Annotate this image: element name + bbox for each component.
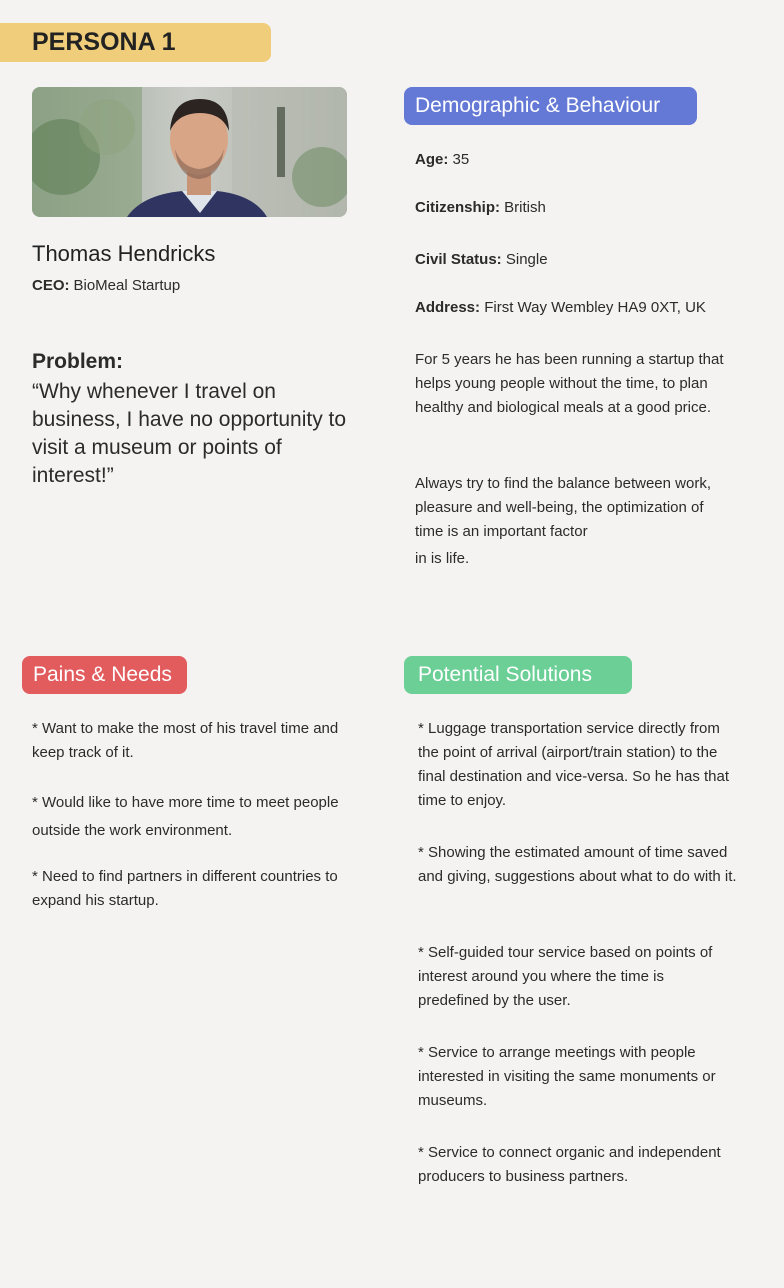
- balance-paragraph: [415, 472, 735, 574]
- role-label: CEO:: [32, 277, 70, 294]
- solution-item: * Service to arrange meetings with people interested in visiting the same monuments or museums.: [418, 1044, 716, 1109]
- civil-status-label: Civil Status:: [415, 251, 502, 268]
- problem-quote: “Why whenever I travel on business, I have no opportunity to visit a museum or points of interest!”: [32, 380, 347, 487]
- profile-photo: [32, 87, 347, 217]
- citizenship-field: [415, 199, 546, 216]
- background-paragraph: For 5 years he has been running a startup that helps young people without the time, to plan healthy and biological meals at a good price.: [415, 351, 724, 416]
- age-value: 35: [452, 151, 470, 168]
- pains-needs-heading: Pains & Needs: [22, 656, 187, 694]
- address-label: Address:: [415, 299, 481, 316]
- role-value: BioMeal Startup: [73, 277, 181, 294]
- citizenship-label: Citizenship:: [415, 199, 500, 216]
- solution-item: * Service to connect organic and independent producers to business partners.: [418, 1144, 721, 1185]
- solution-item: * Showing the estimated amount of time saved and giving, suggestions about what to do with it.: [418, 844, 737, 885]
- age-label: Age:: [415, 151, 449, 168]
- balance-paragraph-main: Always try to find the balance between work, pleasure and well-being, the optimization of time is an important factor: [415, 475, 711, 540]
- civil-status-value: Single: [505, 251, 548, 268]
- citizenship-value: British: [504, 199, 546, 216]
- persona-role: [32, 277, 180, 294]
- solution-item: * Luggage transportation service directly from the point of arrival (airport/train station) to the final destination and vice-versa. So he has that time to enjoy.: [418, 720, 730, 809]
- age-field: [415, 151, 469, 168]
- problem-title: Problem:: [32, 350, 124, 373]
- pain-item: * Want to make the most of his travel time and keep track of it.: [32, 720, 339, 761]
- address-field: [415, 299, 706, 316]
- pain-item: * Would like to have more time to meet people outside the work environment.: [32, 794, 339, 839]
- persona-tag: PERSONA 1: [0, 23, 271, 62]
- demographic-heading: Demographic & Behaviour: [404, 87, 697, 125]
- solution-item: * Self-guided tour service based on points of interest around you where the time is predefined by the user.: [418, 944, 713, 1009]
- balance-paragraph-end: in is life.: [415, 550, 470, 567]
- pain-item: * Need to find partners in different countries to expand his startup.: [32, 868, 338, 909]
- persona-name: Thomas Hendricks: [32, 241, 216, 266]
- potential-solutions-heading: Potential Solutions: [404, 656, 632, 694]
- address-value: First Way Wembley HA9 0XT, UK: [484, 299, 706, 316]
- civil-status-field: [415, 251, 548, 268]
